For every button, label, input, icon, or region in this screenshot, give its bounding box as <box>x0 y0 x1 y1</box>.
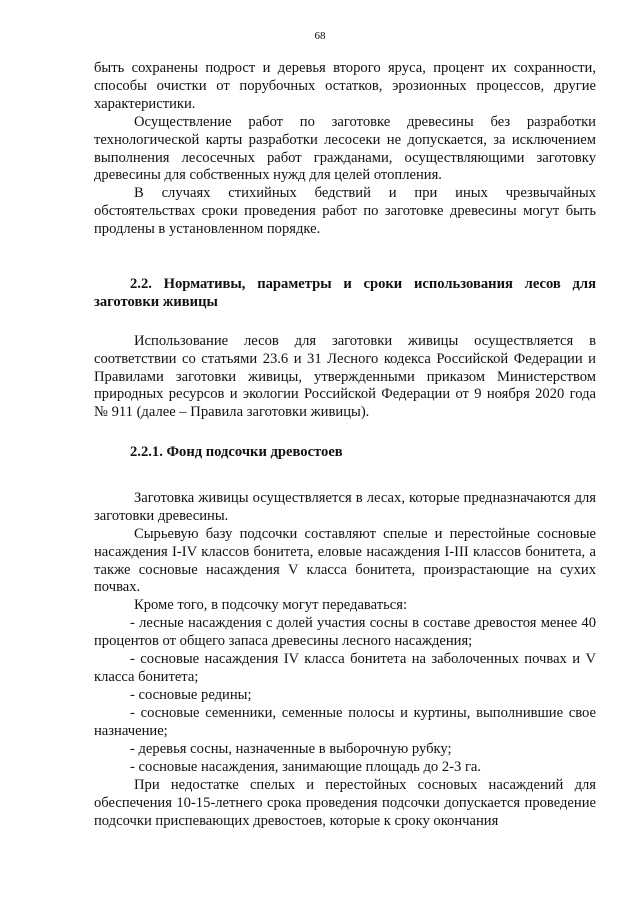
paragraph: Кроме того, в подсочку могут передаваться: <box>134 597 408 613</box>
page-number: 68 <box>314 30 326 42</box>
paragraph: быть сохранены подрост и деревья второго яруса, процент их сохранности, способы очистки от порубочных остатков, эрозионных процессов, другие характеристики. <box>94 60 596 112</box>
list-item: - лесные насаждения с долей участия сосны в составе древостоя менее 40 процентов от общего запаса древесины лесного насаждения; <box>94 615 596 649</box>
paragraph: Сырьевую базу подсочки составляют спелые и перестойные сосновые насаждения I-IV классов бонитета, еловые насаждения I-III классов бонитета, а также сосновые насаждения V класса бонитета, произрастающие на сухих почвах. <box>94 526 596 596</box>
section-heading-2-2-1: 2.2.1. Фонд подсочки древостоев <box>130 444 343 460</box>
list-item: - сосновые насаждения IV класса бонитета на заболоченных почвах и V класса бонитета; <box>94 651 596 685</box>
paragraph: Заготовка живицы осуществляется в лесах, которые предназначаются для заготовки древесины. <box>94 490 596 524</box>
list-item: - сосновые семенники, семенные полосы и куртины, выполнившие свое назначение; <box>94 705 596 739</box>
list-item: - сосновые насаждения, занимающие площадь до 2-3 га. <box>130 759 482 775</box>
paragraph: Использование лесов для заготовки живицы осуществляется в соответствии со статьями 23.6 и 31 Лесного кодекса Российской Федерации и Правилами заготовки живицы, утвержденными приказом Министерством природных ресурсов и экологии Российской Федерации от 9 ноября 2020 года № 911 (далее – Правила заготовки живицы). <box>94 333 596 421</box>
paragraph: Осуществление работ по заготовке древесины без разработки технологической карты разработки лесосеки не допускается, за исключением выполнения лесосечных работ гражданами, осуществляющими заготовку древесины для собственных нужд для целей отопления. <box>94 114 596 184</box>
list-item: - сосновые редины; <box>130 687 252 703</box>
paragraph: При недостатке спелых и перестойных сосновых насаждений для обеспечения 10-15-летнего срока проведения подсочки допускается проведение подсочки приспевающих древостоев, которые к сроку окончания <box>94 777 596 829</box>
list-item: - деревья сосны, назначенные в выборочную рубку; <box>130 741 452 757</box>
section-heading-2-2: 2.2. Нормативы, параметры и сроки использования лесов для заготовки живицы <box>94 276 596 310</box>
paragraph: В случаях стихийных бедствий и при иных чрезвычайных обстоятельствах сроки проведения работ по заготовке древесины могут быть продлены в установленном порядке. <box>94 185 596 237</box>
